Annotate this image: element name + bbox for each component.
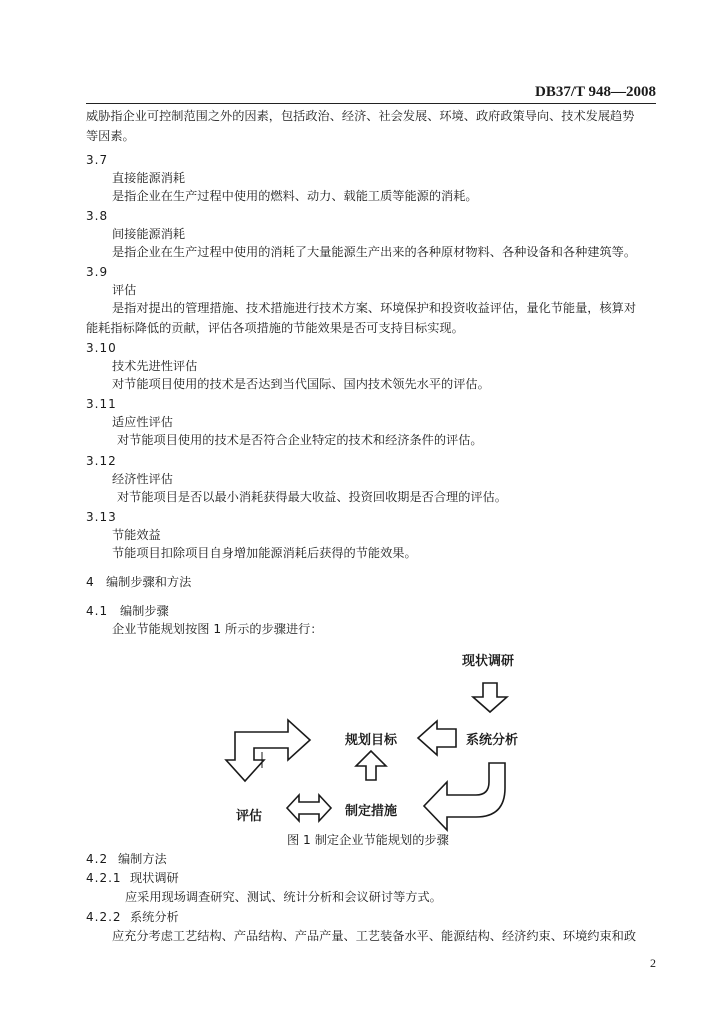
term-number: 3.7 [86, 153, 109, 167]
term-definition: 是指企业在生产过程中使用的消耗了大量能源生产出来的各种原材物料、各种设备和各种建筑等。 [112, 245, 637, 259]
subsection-text: 企业节能规划按图 1 所示的步骤进行： [112, 622, 323, 636]
subsection-number: 4.1 [86, 604, 109, 618]
node-analysis: 系统分析 [466, 733, 519, 748]
standard-id: DB37/T 948—2008 [535, 84, 656, 100]
node-survey: 现状调研 [462, 654, 515, 669]
intro-line-1: 威胁指企业可控制范围之外的因素，包括政治、经济、社会发展、环境、政府政策导向、技术发展趋势 [86, 109, 635, 123]
curved-arrow-icon [424, 763, 505, 830]
subsection-title: 编制步骤 [120, 604, 169, 618]
subsubsection-number: 4.2.1 [86, 871, 122, 885]
figure-caption: 图 1 制定企业节能规划的步骤 [287, 833, 449, 847]
term-definition: 对节能项目使用的技术是否符合企业特定的技术和经济条件的评估。 [117, 433, 483, 447]
node-goal: 规划目标 [345, 733, 398, 748]
subsubsection-title: 系统分析 [130, 910, 179, 924]
page-number: 2 [650, 956, 656, 970]
term-title: 间接能源消耗 [112, 227, 186, 241]
subsection-title: 编制方法 [118, 852, 167, 866]
subsubsection-number: 4.2.2 [86, 910, 122, 924]
term-number: 3.10 [86, 341, 117, 355]
subsubsection-title: 现状调研 [130, 871, 179, 885]
term-title: 节能效益 [112, 528, 161, 542]
term-definition: 节能项目扣除项目自身增加能源消耗后获得的节能效果。 [112, 546, 417, 560]
term-definition-cont: 能耗指标降低的贡献，评估各项措施的节能效果是否可支持目标实现。 [86, 321, 464, 335]
arrow-left-icon [418, 721, 456, 755]
term-number: 3.11 [86, 397, 117, 411]
term-number: 3.8 [86, 209, 109, 223]
subsection-number: 4.2 [86, 852, 109, 866]
term-number: 3.9 [86, 265, 109, 279]
term-definition: 对节能项目是否以最小消耗获得最大收益、投资回收期是否合理的评估。 [117, 490, 507, 504]
term-title: 评估 [112, 283, 137, 297]
term-title: 经济性评估 [112, 472, 173, 486]
term-number: 3.12 [86, 454, 117, 468]
section-heading: 4 编制步骤和方法 [86, 575, 192, 589]
term-definition: 是指对提出的管理措施、技术措施进行技术方案、环境保护和投资收益评估，量化节能量，核算对 [112, 301, 637, 315]
arrow-down-icon [473, 683, 507, 712]
arrow-up-icon [356, 751, 386, 780]
subsubsection-text: 应采用现场调查研究、测试、统计分析和会议研讨等方式。 [125, 890, 442, 904]
term-definition: 是指企业在生产过程中使用的燃料、动力、载能工质等能源的消耗。 [112, 189, 478, 203]
term-title: 直接能源消耗 [112, 171, 186, 185]
double-arrow-icon [287, 795, 331, 821]
intro-line-2: 等因素。 [86, 129, 135, 143]
term-definition: 对节能项目使用的技术是否达到当代国际、国内技术领先水平的评估。 [112, 377, 490, 391]
subsubsection-text: 应充分考虑工艺结构、产品结构、产品产量、工艺装备水平、能源结构、经济约束、环境约束和政 [112, 929, 637, 943]
bent-arrow-icon [226, 720, 310, 781]
term-title: 技术先进性评估 [112, 359, 198, 373]
term-title: 适应性评估 [112, 415, 173, 429]
node-evaluate: 评估 [236, 809, 263, 824]
term-number: 3.13 [86, 510, 117, 524]
node-measures: 制定措施 [345, 804, 398, 819]
